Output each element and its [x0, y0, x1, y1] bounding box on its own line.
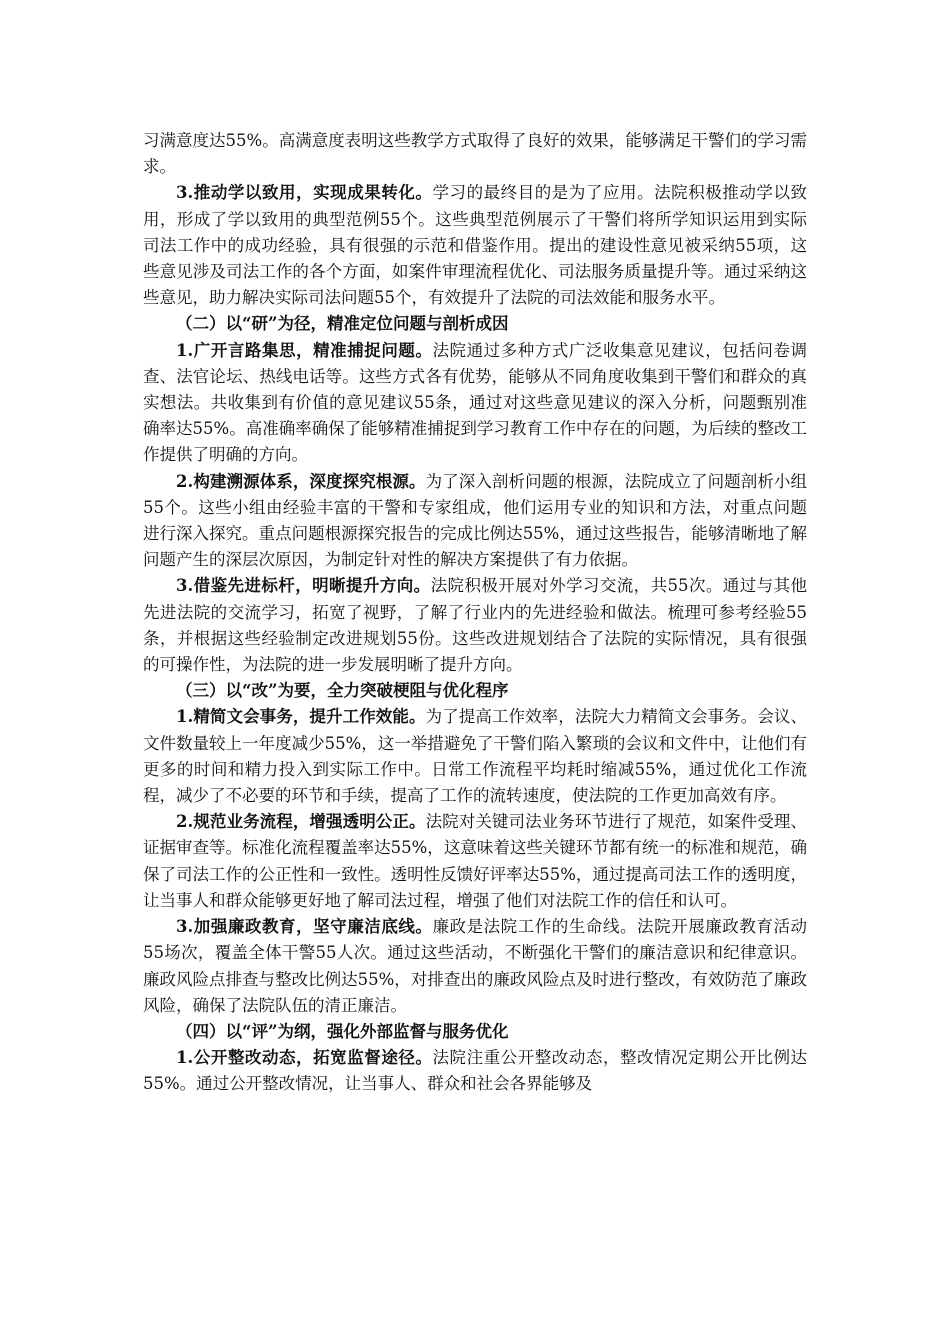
paragraph-text: 习满意度达55%。高满意度表明这些教学方式取得了良好的效果，能够满足干警们的学习需求。: [143, 131, 807, 177]
paragraph-lead: 1.精简文会事务，提升工作效能。: [176, 707, 426, 727]
paragraph-text: 法院积极开展对外学习交流，共55次。通过与其他先进法院的交流学习，拓宽了视野，了解了行业内的先进经验和做法。梳理可参考经验55条，并根据这些经验制定改进规划55份。这些改进规划结合了法院的实际情况，具有很强的可操作性，为法院的进一步发展明晰了提升方向。: [143, 576, 807, 675]
section-heading: （三）以“改”为要，全力突破梗阻与优化程序: [176, 681, 509, 701]
paragraph-item: [143, 573, 807, 678]
paragraph-item: [143, 338, 807, 469]
paragraph-lead: 2.规范业务流程，增强透明公正。: [176, 812, 426, 832]
paragraph-text: 为了提高工作效率，法院大力精简文会事务。会议、文件数量较上一年度减少55%，这一举措避免了干警们陷入繁琐的会议和文件中，让他们有更多的时间和精力投入到实际工作中。日常工作流程平均耗时缩减55%，通过优化工作流程，减少了不必要的环节和手续，提高了工作的流转速度，使法院的工作更加高效有序。: [143, 707, 808, 806]
paragraph-lead: 3.加强廉政教育，坚守廉洁底线。: [176, 917, 433, 937]
paragraph-item: [143, 914, 807, 1019]
paragraph-lead: 1.广开言路集思，精准捕捉问题。: [176, 340, 433, 360]
paragraph-item: [143, 1045, 807, 1097]
paragraph-item: [143, 809, 807, 914]
paragraph-item: [143, 704, 807, 809]
paragraph-lead: 3.借鉴先进标杆，明晰提升方向。: [176, 576, 431, 596]
document-page: [143, 128, 807, 1098]
paragraph-text: 廉政是法院工作的生命线。法院开展廉政教育活动55场次，覆盖全体干警55人次。通过这些活动，不断强化干警们的廉洁意识和纪律意识。廉政风险点排查与整改比例达55%，对排查出的廉政风险点及时进行整改，有效防范了廉政风险，确保了法院队伍的清正廉洁。: [143, 917, 807, 1015]
paragraph-text: 法院通过多种方式广泛收集意见建议，包括问卷调查、法官论坛、热线电话等。这些方式各有优势，能够从不同角度收集到干警们和群众的真实想法。共收集到有价值的意见建议55条，通过对这些意见建议的深入分析，问题甄别准确率达55%。高准确率确保了能够精准捕捉到学习教育工作中存在的问题，为后续的整改工作提供了明确的方向。: [143, 340, 807, 465]
paragraph-text: 为了深入剖析问题的根源，法院成立了问题剖析小组55个。这些小组由经验丰富的干警和专家组成，他们运用专业的知识和方法，对重点问题进行深入探究。重点问题根源探究报告的完成比例达55%，通过这些报告，能够清晰地了解问题产生的深层次原因，为制定针对性的解决方案提供了有力依据。: [143, 471, 808, 570]
paragraph-continuation: [143, 128, 807, 180]
paragraph-lead: 3.推动学以致用，实现成果转化。: [176, 183, 433, 203]
section-heading: （四）以“评”为纲，强化外部监督与服务优化: [176, 1021, 509, 1041]
paragraph-lead: 1.公开整改动态，拓宽监督途径。: [176, 1048, 433, 1068]
paragraph-text: 法院对关键司法业务环节进行了规范，如案件受理、证据审查等。标准化流程覆盖率达55%，这意味着这些关键环节都有统一的标准和规范，确保了司法工作的公正性和一致性。透明性反馈好评率达55%，通过提高司法工作的透明度，让当事人和群众能够更好地了解司法过程，增强了他们对法院工作的信任和认可。: [143, 812, 808, 910]
paragraph-lead: 2.构建溯源体系，深度探究根源。: [176, 471, 426, 491]
paragraph-item: [143, 180, 807, 311]
paragraph-text: 法院注重公开整改动态，整改情况定期公开比例达55%。通过公开整改情况，让当事人、群众和社会各界能够及: [143, 1048, 807, 1094]
section-heading: （二）以“研”为径，精准定位问题与剖析成因: [176, 314, 509, 334]
paragraph-text: 学习的最终目的是为了应用。法院积极推动学以致用，形成了学以致用的典型范例55个。这些典型范例展示了干警们将所学知识运用到实际司法工作中的成功经验，具有很强的示范和借鉴作用。提出的建设性意见被采纳55项，这些意见涉及司法工作的各个方面，如案件审理流程优化、司法服务质量提升等。通过采纳这些意见，助力解决实际司法问题55个，有效提升了法院的司法效能和服务水平。: [143, 183, 807, 308]
paragraph-item: [143, 469, 807, 574]
